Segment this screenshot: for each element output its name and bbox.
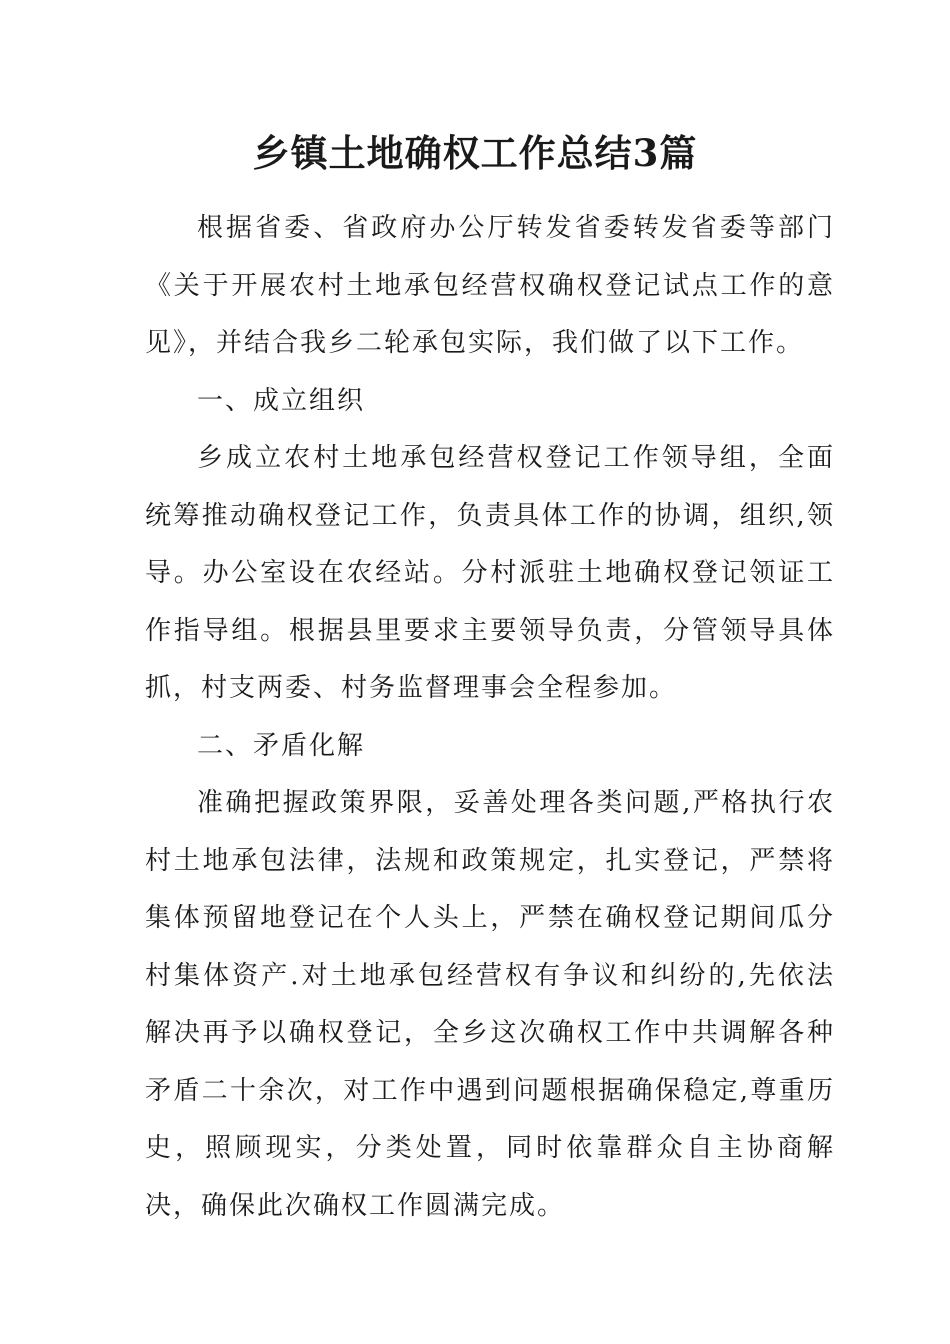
document-body bbox=[145, 200, 835, 1235]
section-heading-organization: 一、成立组织 bbox=[197, 385, 366, 416]
conflict-resolution-paragraph: 准确把握政策界限，妥善处理各类问题,严格执行农村土地承包法律，法规和政策规定，扎实登记，严禁将集体预留地登记在个人头上，严禁在确权登记期间瓜分村集体资产.对土地承包经营权有争议和纠纷的,先依法解决再予以确权登记，全乡这次确权工作中共调解各种矛盾二十余次，对工作中遇到问题根据确保稳定,尊重历史，照顾现实，分类处置，同时依靠群众自主协商解决，确保此次确权工作圆满完成。 bbox=[145, 788, 835, 1221]
organization-paragraph: 乡成立农村土地承包经营权登记工作领导组，全面统筹推动确权登记工作，负责具体工作的协调，组织,领导。办公室设在农经站。分村派驻土地确权登记领证工作指导组。根据县里要求主要领导负责，分管领导具体抓，村支两委、村务监督理事会全程参加。 bbox=[145, 443, 835, 703]
document-title: 乡镇土地确权工作总结3篇 bbox=[252, 131, 698, 175]
section-heading-conflict-resolution: 二、矛盾化解 bbox=[197, 730, 366, 761]
intro-paragraph: 根据省委、省政府办公厅转发省委转发省委等部门《关于开展农村土地承包经营权确权登记试点工作的意见》，并结合我乡二轮承包实际，我们做了以下工作。 bbox=[145, 213, 835, 358]
